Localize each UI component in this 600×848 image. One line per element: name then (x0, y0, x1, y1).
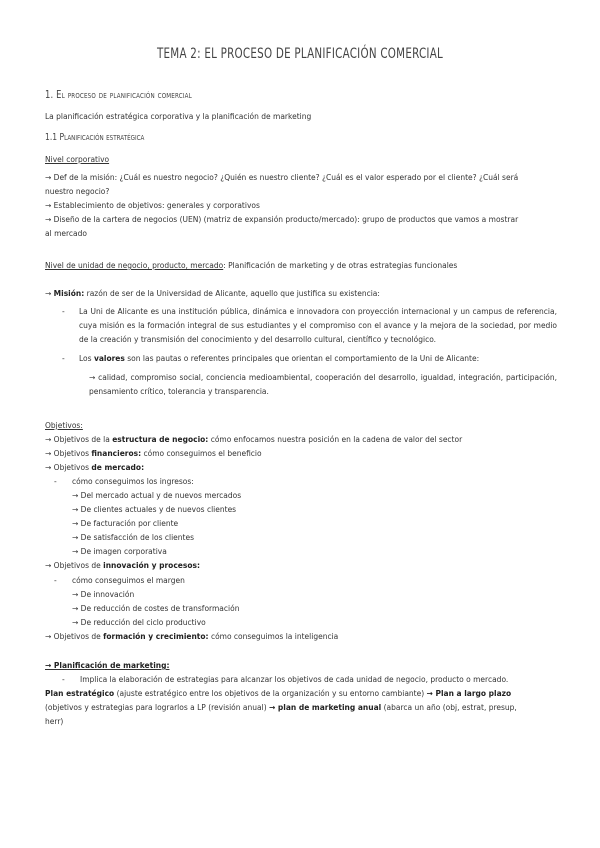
bold-text: → Plan a largo plazo (426, 689, 512, 698)
list-item: → De satisfacción de los clientes (72, 533, 195, 542)
text: cómo conseguimos la inteligencia (208, 632, 339, 641)
obj-item-5 (45, 630, 338, 644)
obj-item-1 (45, 433, 462, 447)
list-item: → De reducción del ciclo productivo (72, 618, 206, 627)
intro-text: La planificación estratégica corporativa y la planificación de marketing (45, 112, 312, 121)
bullet-dash: - (62, 675, 65, 684)
section-heading: 1. El proceso de planificación comercial (45, 89, 192, 101)
nivel-unidad-heading: Nivel de unidad de negocio, producto, mercado (45, 261, 224, 270)
text: Los (79, 354, 94, 363)
obj-item-4 (45, 559, 200, 573)
text: → Objetivos de (45, 632, 104, 641)
list-item: → Del mercado actual y de nuevos mercados (72, 491, 242, 500)
bold-text: Plan estratégico (45, 689, 115, 698)
mision-bullet-2 (79, 352, 479, 366)
corp-item-2: → Establecimiento de objetivos: generales y corporativos (45, 201, 260, 210)
plan-marketing-heading (45, 659, 170, 673)
obj-item-2 (45, 447, 262, 461)
mision-line (45, 287, 380, 301)
bold-text: de mercado: (91, 463, 145, 472)
corp-item-3-cont: al mercado (45, 229, 87, 238)
obj-item-3 (45, 461, 144, 475)
list-item: → De clientes actuales y de nuevos clientes (72, 505, 237, 514)
bullet-dash: - (62, 307, 65, 316)
list-item: → De facturación por cliente (72, 519, 179, 528)
bold-text: formación y crecimiento: (103, 632, 209, 641)
bullet-dash: - (54, 576, 57, 585)
page-title: TEMA 2: EL PROCESO DE PLANIFICACIÓN COMERCIAL (156, 46, 444, 62)
text: cómo conseguimos el beneficio (141, 449, 262, 458)
obj-3-sub: cómo conseguimos los ingresos: (72, 477, 194, 486)
mision-label: Misión: (53, 289, 85, 298)
obj-4-sub: cómo conseguimos el margen (72, 576, 185, 585)
text: → Objetivos (45, 449, 92, 458)
corp-item-1: → Def de la misión: ¿Cuál es nuestro negocio? ¿Quién es nuestro cliente? ¿Cuál es el valor esperado por el cliente? ¿Cuál será (45, 173, 519, 182)
nivel-unidad-line (45, 259, 457, 273)
valores-list: → calidad, compromiso social, conciencia medioambiental, cooperación del desarrollo, igualdad, integración, participación, pensamiento crítico, tolerancia y transparencia. (89, 373, 557, 396)
bold-text: financieros: (91, 449, 142, 458)
bold-text: → plan de marketing anual (269, 703, 382, 712)
bold-text: estructura de negocio: (112, 435, 209, 444)
nivel-unidad-text: : Planificación de marketing y de otras estrategias funcionales (223, 261, 458, 270)
bullet-dash: - (62, 354, 65, 363)
text: (objetivos y estrategias para lograrlos a LP (revisión anual) (45, 703, 270, 712)
plan-marketing-sub: Implica la elaboración de estrategias para alcanzar los objetivos de cada unidad de negocio, producto o mercado. (80, 675, 509, 684)
plan-last-line: herr) (45, 717, 64, 726)
corp-item-1-cont: nuestro negocio? (45, 187, 110, 196)
mision-text: razón de ser de la Universidad de Alicante, aquello que justifica su existencia: (84, 289, 380, 298)
list-item: → De reducción de costes de transformación (72, 604, 240, 613)
nivel-corporativo-heading: Nivel corporativo (45, 155, 110, 164)
plan-estrategico-line (45, 687, 511, 701)
bullet-dash: - (54, 477, 57, 486)
text: (abarca un año (obj, estrat, presup, (381, 703, 517, 712)
bold-text: innovación y procesos: (103, 561, 200, 570)
list-item: → De innovación (72, 590, 135, 599)
text: → Objetivos de la (45, 435, 113, 444)
mision-bullet-1: La Uni de Alicante es una institución pública, dinámica e innovadora con proyección internacional y un campus de referencia, cuya misión es la formación integral de sus estudiantes y el compromiso con el avance y la mejora de la sociedad, por medio de la creación y transmisión del conocimiento y del desarrollo cultural, científico y tecnológico. (79, 307, 557, 344)
corp-item-3: → Diseño de la cartera de negocios (UEN) (matriz de expansión producto/mercado): grupo de productos que vamos a mostrar (45, 215, 519, 224)
bold-text: → Planificación de marketing: (45, 661, 170, 670)
valores-label: valores (93, 354, 125, 363)
arrow: → (45, 289, 54, 298)
text: (ajuste estratégico entre los objetivos de la organización y su entorno cambiante) (114, 689, 427, 698)
text: son las pautas o referentes principales que orientan el comportamiento de la Uni de Alicante: (124, 354, 480, 363)
list-item: → De imagen corporativa (72, 547, 167, 556)
plan-lp-line (45, 701, 517, 715)
text: cómo enfocamos nuestra posición en la cadena de valor del sector (208, 435, 463, 444)
objetivos-heading: Objetivos: (45, 421, 83, 430)
subsection-heading: 1.1 Planificación estratégica (45, 132, 145, 143)
text: → Objetivos de (45, 561, 104, 570)
text: → Objetivos (45, 463, 92, 472)
